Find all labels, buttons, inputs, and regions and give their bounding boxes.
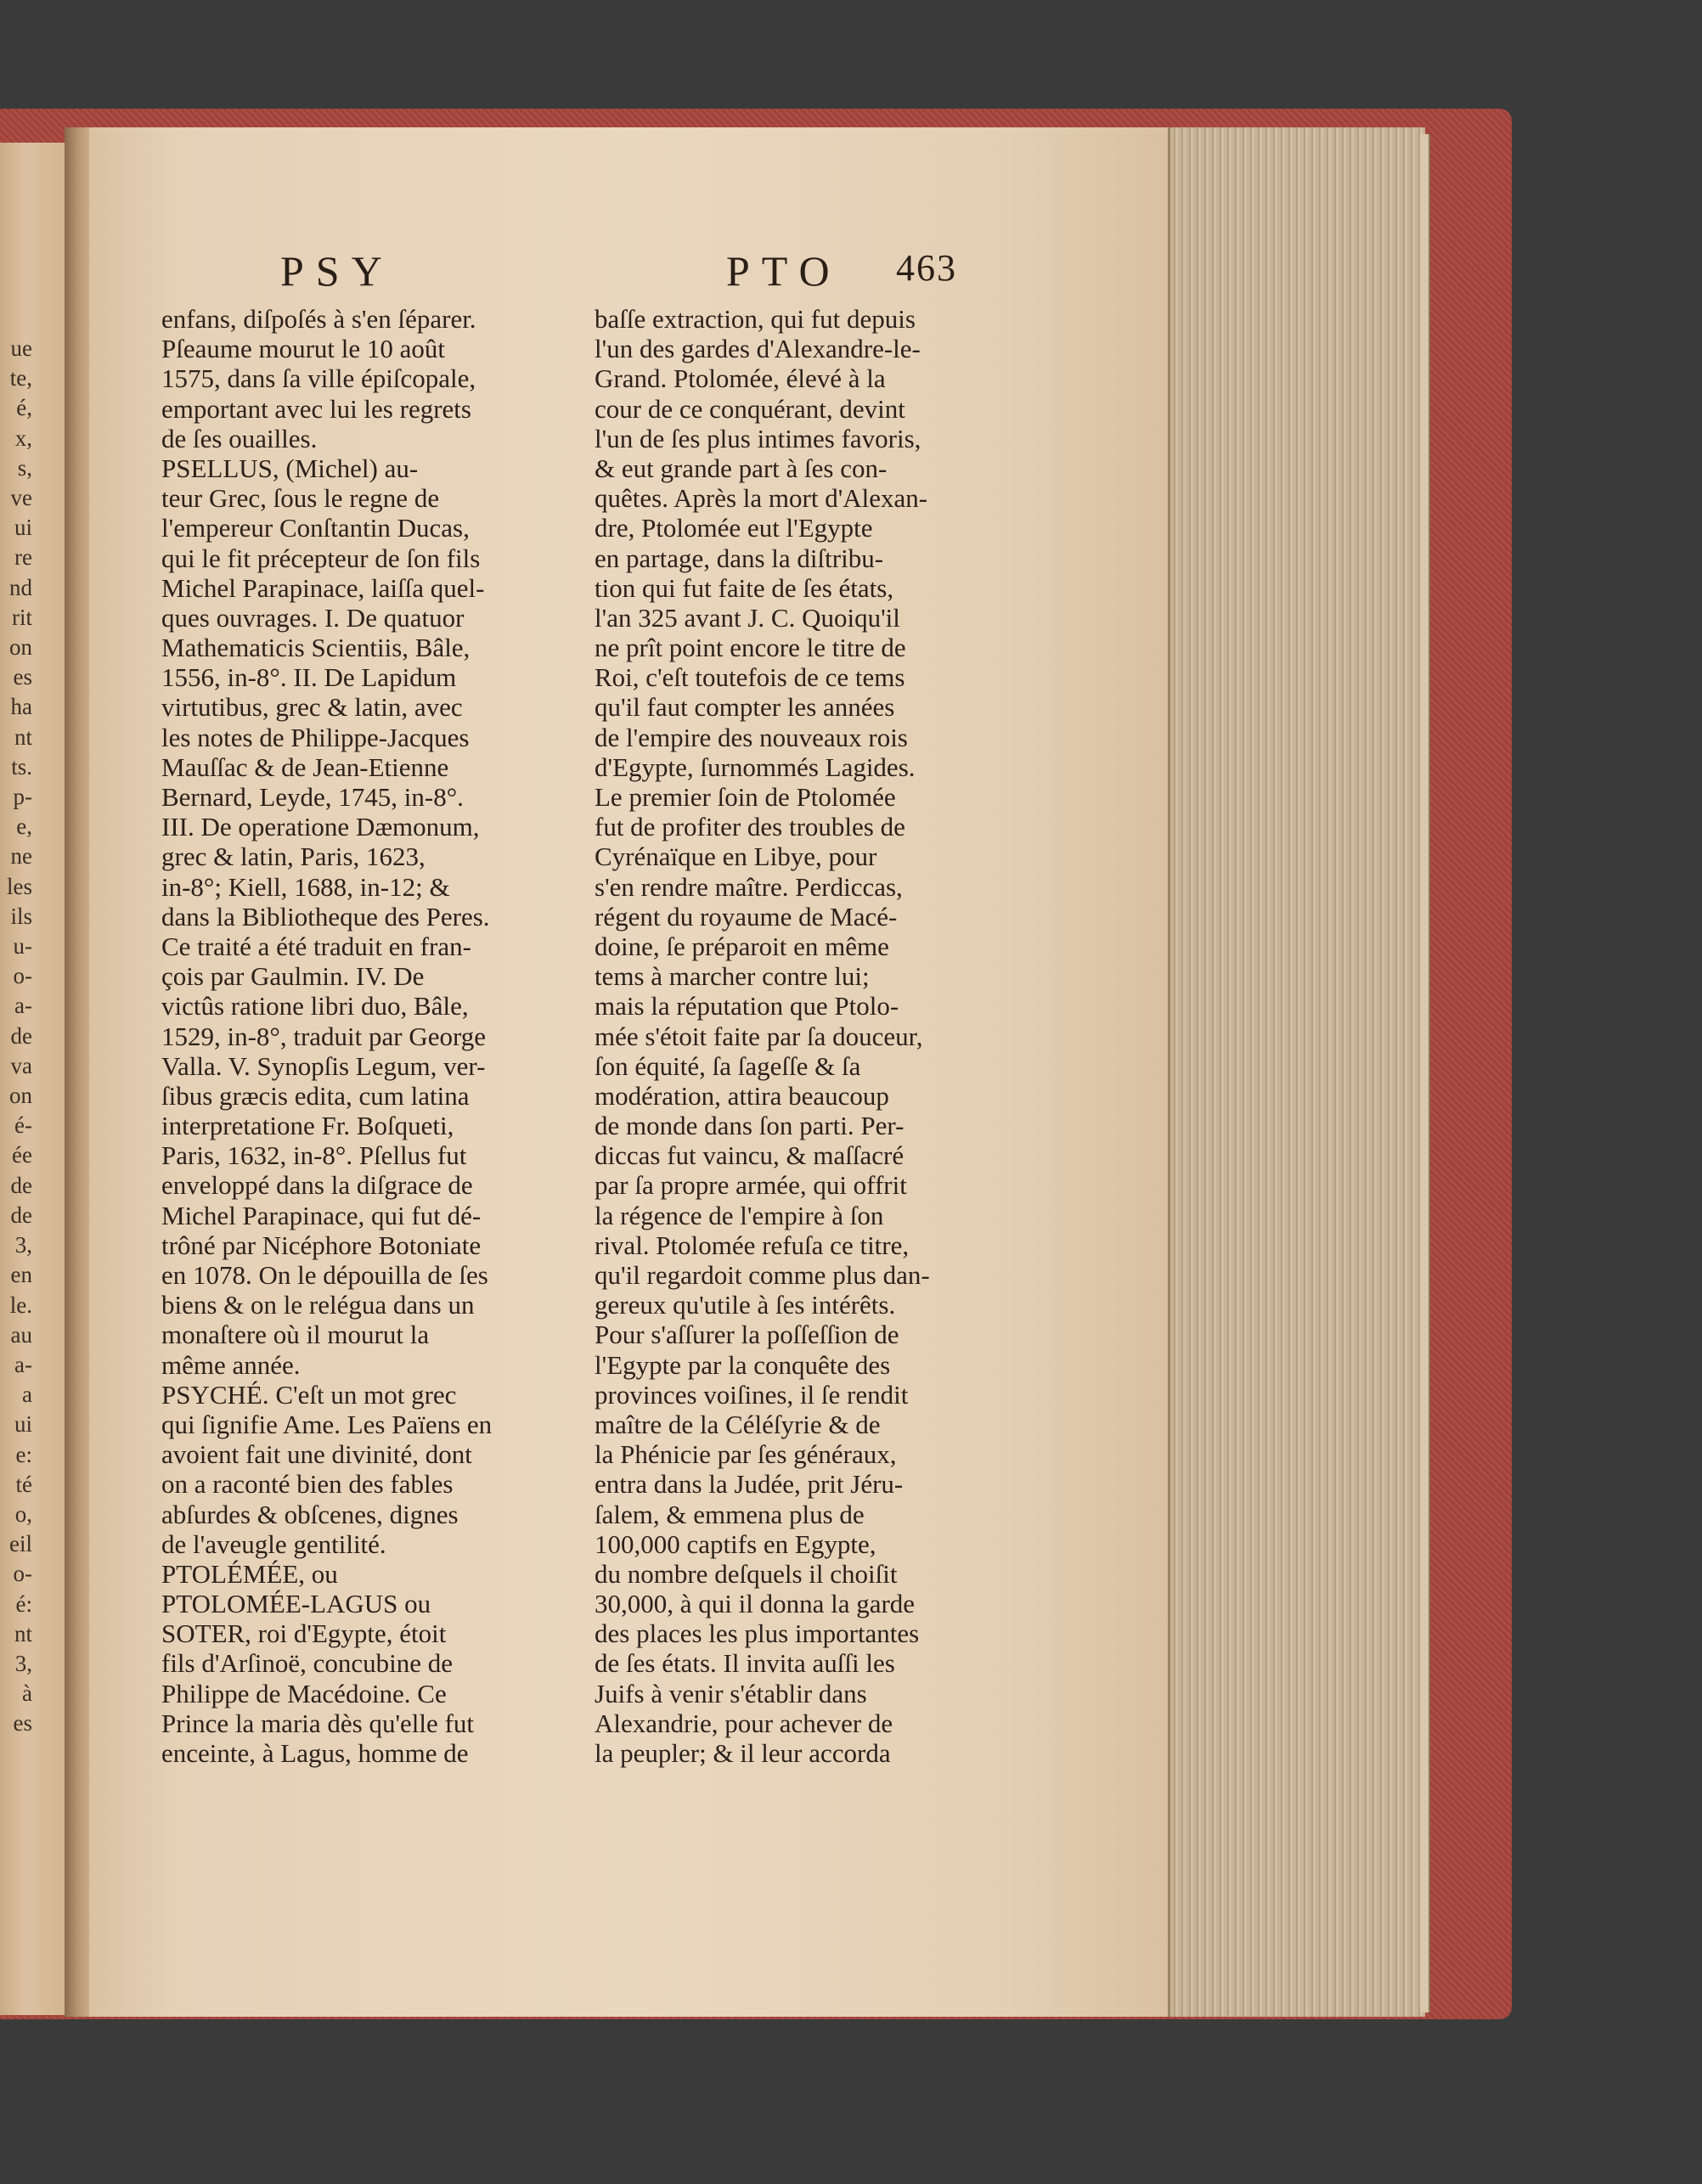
left-page-edge — [0, 143, 65, 2015]
text-line: ſon équité, ſa ſageſſe & ſa — [595, 1050, 861, 1081]
left-page-fragment: en — [10, 1262, 32, 1288]
text-line: 30,000, à qui il donna la garde — [595, 1589, 916, 1619]
text-line: ne prît point encore le titre de — [595, 633, 906, 663]
text-line: qu'il regardoit comme plus dan- — [595, 1260, 930, 1290]
text-line: victûs ratione libri duo, Bâle, — [161, 991, 469, 1022]
text-column-right — [595, 304, 1019, 1768]
left-page-fragment: ils — [10, 903, 32, 929]
left-page-fragment: 3, — [14, 1650, 32, 1676]
running-head-left: PSY — [280, 247, 394, 295]
text-line: modération, attira beaucoup — [595, 1080, 889, 1111]
text-line: diccas fut vaincu, & maſſacré — [595, 1140, 905, 1171]
text-line: qui le fit précepteur de ſon fils — [161, 543, 481, 573]
text-line: Le premier ſoin de Ptolomée — [595, 782, 896, 812]
text-line: des places les plus importantes — [595, 1618, 920, 1649]
left-page-fragment: o- — [13, 963, 32, 989]
left-page-fragment: es — [13, 664, 32, 690]
text-line: 1529, in-8°, traduit par George — [161, 1021, 487, 1051]
text-line: PSYCHÉ. C'eſt un mot grec — [161, 1379, 457, 1410]
text-line: la Phénicie par ſes généraux, — [595, 1439, 897, 1470]
text-line: PTOLÉMÉE, ou — [161, 1558, 338, 1589]
text-line: in-8°; Kiell, 1688, in-12; & — [161, 871, 450, 902]
text-line: ques ouvrages. I. De quatuor — [161, 602, 465, 633]
left-page-fragment: es — [13, 1710, 32, 1737]
left-page-fragment: ts. — [11, 753, 32, 780]
text-line: 100,000 captifs en Egypte, — [595, 1528, 876, 1559]
text-line: l'un des gardes d'Alexandre-le- — [595, 334, 921, 364]
left-page-fragment: au — [10, 1321, 32, 1348]
left-page-fragment: a- — [14, 1351, 32, 1377]
text-line: dre, Ptolomée eut l'Egypte — [595, 513, 873, 543]
text-line: abſurdes & obſcenes, dignes — [161, 1499, 459, 1529]
text-line: Paris, 1632, in-8°. Pſellus fut — [161, 1140, 467, 1171]
left-page-fragment: o- — [13, 1561, 32, 1587]
text-line: Juifs à venir s'établir dans — [595, 1678, 867, 1708]
text-line: III. De operatione Dæmonum, — [161, 812, 480, 842]
text-line: çois par Gaulmin. IV. De — [161, 961, 425, 992]
left-page-fragment: 3, — [14, 1232, 32, 1258]
text-line: Grand. Ptolomée, élevé à la — [595, 363, 886, 394]
left-page-fragment: eil — [9, 1531, 32, 1557]
left-page-fragment: é: — [15, 1590, 32, 1617]
left-page-fragment: ée — [12, 1142, 32, 1168]
left-page-fragment: de — [10, 1172, 32, 1198]
text-line: doine, ſe préparoit en même — [595, 931, 889, 961]
text-line: virtutibus, grec & latin, avec — [161, 692, 463, 723]
text-line: provinces voiſines, il ſe rendit — [595, 1379, 909, 1410]
left-page-fragment: s, — [17, 454, 32, 481]
text-line: 1575, dans ſa ville épiſcopale, — [161, 363, 476, 394]
text-line: Valla. V. Synopſis Legum, ver- — [161, 1050, 486, 1081]
left-page-fragment: ne — [10, 843, 32, 870]
text-line: rival. Ptolomée refuſa ce titre, — [595, 1230, 910, 1260]
text-line: enceinte, à Lagus, homme de — [161, 1738, 469, 1768]
text-line: régent du royaume de Macé- — [595, 901, 898, 932]
text-line: 1556, in-8°. II. De Lapidum — [161, 662, 457, 693]
text-line: par ſa propre armée, qui offrit — [595, 1170, 907, 1201]
text-line: d'Egypte, ſurnommés Lagides. — [595, 751, 916, 782]
left-page-fragment: é- — [14, 1112, 32, 1139]
text-line: l'an 325 avant J. C. Quoiqu'il — [595, 602, 900, 633]
running-head-right: PTO — [726, 247, 842, 295]
left-page-fragment: x, — [14, 425, 32, 451]
text-line: Philippe de Macédoine. Ce — [161, 1678, 447, 1708]
text-line: & eut grande part à ſes con- — [595, 453, 888, 483]
text-line: tion qui fut faite de ſes états, — [595, 572, 894, 603]
left-page-fragment: va — [10, 1052, 32, 1078]
text-line: l'empereur Conſtantin Ducas, — [161, 513, 470, 543]
left-page-fragment: ue — [10, 335, 32, 361]
text-line: de l'aveugle gentilité. — [161, 1528, 386, 1559]
text-line: la peupler; & il leur accorda — [595, 1738, 891, 1768]
left-page-fragment: o, — [14, 1500, 32, 1527]
left-page-fragment: les — [7, 873, 32, 899]
left-page-fragment: té — [15, 1471, 32, 1497]
text-line: en partage, dans la diſtribu- — [595, 543, 884, 573]
text-line: les notes de Philippe-Jacques — [161, 722, 470, 752]
text-line: qui ſignifie Ame. Les Païens en — [161, 1409, 493, 1439]
text-line: Cyrénaïque en Libye, pour — [595, 842, 877, 872]
text-line: ſibus græcis edita, cum latina — [161, 1080, 470, 1111]
left-page-fragment: é, — [16, 395, 32, 421]
left-page-fragment: te, — [9, 365, 32, 391]
text-line: cour de ce conquérant, devint — [595, 393, 905, 424]
text-line: Michel Parapinace, laiſſa quel- — [161, 572, 485, 603]
left-page-fragment: le. — [9, 1292, 32, 1318]
left-page-fragment: u- — [13, 933, 32, 960]
text-line: du nombre deſquels il choiſit — [595, 1558, 898, 1589]
left-page-fragment: rit — [12, 604, 32, 630]
text-line: l'Egypte par la conquête des — [595, 1349, 891, 1380]
text-line: Pour s'aſſurer la poſſeſſion de — [595, 1320, 899, 1350]
text-column-left — [161, 304, 569, 1768]
text-line: entra dans la Judée, prit Jéru- — [595, 1469, 904, 1500]
text-line: tems à marcher contre lui; — [595, 961, 870, 992]
left-page-fragment: p- — [13, 784, 32, 810]
page-edges-block — [1168, 127, 1425, 2017]
text-line: Prince la maria dès qu'elle fut — [161, 1708, 474, 1738]
left-page-fragment: de — [10, 1022, 32, 1049]
text-line: mée s'étoit faite par ſa douceur, — [595, 1021, 923, 1051]
text-line: l'un de ſes plus intimes favoris, — [595, 423, 921, 453]
text-line: ſalem, & emmena plus de — [595, 1499, 865, 1529]
text-line: gereux qu'utile à ſes intérêts. — [595, 1290, 896, 1320]
text-line: Roi, c'eſt toutefois de ce tems — [595, 662, 905, 693]
left-page-fragment: a- — [14, 993, 32, 1019]
text-line: PTOLOMÉE-LAGUS ou — [161, 1589, 431, 1619]
text-line: monaſtere où il mourut la — [161, 1320, 430, 1350]
text-line: enveloppé dans la diſgrace de — [161, 1170, 473, 1201]
text-line: on a raconté bien des fables — [161, 1469, 454, 1500]
text-line: même année. — [161, 1349, 301, 1380]
left-page-fragment: on — [9, 1083, 32, 1109]
text-line: grec & latin, Paris, 1623, — [161, 842, 426, 872]
left-page-fragment: re — [14, 544, 32, 571]
text-line: Michel Parapinace, qui fut dé- — [161, 1200, 482, 1230]
left-page-fragment: e, — [16, 813, 32, 840]
text-line: Mathematicis Scientiis, Bâle, — [161, 633, 471, 663]
left-page-fragment: ve — [10, 485, 32, 511]
page-number: 463 — [896, 247, 957, 289]
text-line: enfans, diſpoſés à s'en ſéparer. — [161, 304, 476, 334]
left-page-fragment: ui — [14, 515, 32, 541]
left-page-fragment: nt — [14, 723, 32, 750]
text-line: s'en rendre maître. Perdiccas, — [595, 871, 903, 902]
text-line: Alexandrie, pour achever de — [595, 1708, 893, 1738]
text-line: trôné par Nicéphore Botoniate — [161, 1230, 482, 1260]
left-page-fragment: on — [9, 634, 32, 661]
text-line: interpretatione Fr. Boſqueti, — [161, 1111, 454, 1141]
text-line: SOTER, roi d'Egypte, étoit — [161, 1618, 447, 1649]
left-page-fragment: ui — [14, 1411, 32, 1438]
text-line: fils d'Arſinoë, concubine de — [161, 1648, 454, 1679]
text-line: dans la Bibliotheque des Peres. — [161, 901, 490, 932]
left-page-fragment: e: — [15, 1441, 32, 1467]
text-line: quêtes. Après la mort d'Alexan- — [595, 483, 928, 514]
text-line: Mauſſac & de Jean-Etienne — [161, 751, 449, 782]
text-line: biens & on le relégua dans un — [161, 1290, 475, 1320]
text-line: en 1078. On le dépouilla de ſes — [161, 1260, 488, 1290]
text-line: Ce traité a été traduit en fran- — [161, 931, 471, 961]
text-line: Bernard, Leyde, 1745, in-8°. — [161, 782, 464, 812]
text-line: de ſes ouailles. — [161, 423, 318, 453]
text-line: emportant avec lui les regrets — [161, 393, 471, 424]
left-page-fragment: ha — [10, 694, 32, 720]
text-line: PSELLUS, (Michel) au- — [161, 453, 419, 483]
text-line: la régence de l'empire à ſon — [595, 1200, 884, 1230]
left-page-fragment: de — [10, 1202, 32, 1228]
left-page-fragment: nd — [9, 574, 32, 600]
left-page-fragment: à — [22, 1680, 32, 1707]
text-line: maître de la Céléſyrie & de — [595, 1409, 881, 1439]
text-line: Pſeaume mourut le 10 août — [161, 334, 446, 364]
text-line: de monde dans ſon parti. Per- — [595, 1111, 905, 1141]
text-line: avoient fait une divinité, dont — [161, 1439, 472, 1470]
text-line: fut de profiter des troubles de — [595, 812, 905, 842]
text-line: teur Grec, ſous le regne de — [161, 483, 440, 514]
left-page-fragment: a — [22, 1382, 32, 1408]
text-line: baſſe extraction, qui fut depuis — [595, 304, 916, 334]
text-line: qu'il faut compter les années — [595, 692, 895, 723]
book-fore-edge — [1420, 134, 1430, 2012]
text-line: de ſes états. Il invita auſſi les — [595, 1648, 895, 1679]
left-page-fragment: nt — [14, 1620, 32, 1646]
text-line: de l'empire des nouveaux rois — [595, 722, 908, 752]
left-page-text-fragments — [3, 334, 65, 1739]
text-line: mais la réputation que Ptolo- — [595, 991, 899, 1022]
